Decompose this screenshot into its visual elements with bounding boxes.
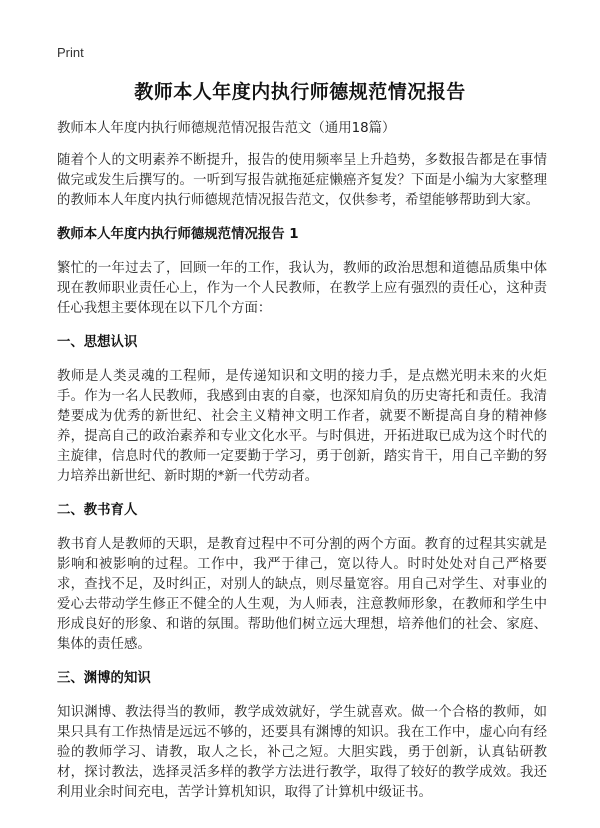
section-paragraph-thought: 教师是人类灵魂的工程师，是传递知识和文明的接力手，是点燃光明未来的火炬手。作为一名人民教师，我感到由衷的自豪，也深知肩负的历史寄托和责任。我清楚要成为优秀的新世纪、社会主义精神文明工作者，就要不断提高自身的精神修养，提高自己的政治素养和专业文化水平。与时俱进，开拓进取已成为这个时代的主旋律，信息时代的教师一定要勤于学习，勇于创新，踏实肯干，用自己辛勤的努力培养出新世纪、新时期的*新一代劳动者。 bbox=[57, 369, 547, 484]
report-intro-paragraph: 繁忙的一年过去了，回顾一年的工作，我认为，教师的政治思想和道德品质集中体现在教师职业责任心上，作为一个人民教师，在教学上应有强烈的责任心，这种责任心我想主要体现在以下几个方面： bbox=[57, 261, 547, 316]
document-body bbox=[57, 119, 547, 817]
section-heading-thought: 一、思想认识 bbox=[57, 335, 138, 350]
document-subtitle: 教师本人年度内执行师德规范情况报告范文（通用18篇） bbox=[57, 121, 396, 136]
section-heading-teaching: 二、教书育人 bbox=[57, 503, 138, 518]
section-heading-knowledge: 三、渊博的知识 bbox=[57, 671, 151, 686]
report-heading: 教师本人年度内执行师德规范情况报告 1 bbox=[57, 227, 299, 242]
print-link[interactable]: Print bbox=[57, 45, 84, 60]
section-paragraph-teaching: 教书育人是教师的天职，是教育过程中不可分割的两个方面。教育的过程其实就是影响和被影响的过程。工作中，我严于律己，宽以待人。时时处处对自己严格要求，查找不足，及时纠正，对别人的缺点，则尽量宽容。用自己对学生、对事业的爱心去带动学生修正不健全的人生观，为人师表，注意教师形象，在教师和学生中形成良好的形象、和谐的氛围。帮助他们树立远大理想，培养他们的社会、家庭、集体的责任感。 bbox=[57, 537, 547, 652]
page-title: 教师本人年度内执行师德规范情况报告 bbox=[134, 81, 466, 103]
section-paragraph-knowledge: 知识渊博、教法得当的教师，教学成效就好，学生就喜欢。做一个合格的教师，如果只具有工作热情是远远不够的，还要具有渊博的知识。我在工作中，虚心向有经验的教师学习、请教，取人之长，补己之短。大胆实践，勇于创新，认真钻研教材，探讨教法，选择灵活多样的教学方法进行教学，取得了较好的教学成效。我还利用业余时间充电，苦学计算机知识，取得了计算机中级证书。 bbox=[57, 705, 547, 800]
intro-paragraph: 随着个人的文明素养不断提升，报告的使用频率呈上升趋势，多数报告都是在事情做完或发生后撰写的。一听到写报告就拖延症懒癌齐复发？下面是小编为大家整理的教师本人年度内执行师德规范情况报告范文，仅供参考，希望能够帮助到大家。 bbox=[57, 153, 547, 208]
